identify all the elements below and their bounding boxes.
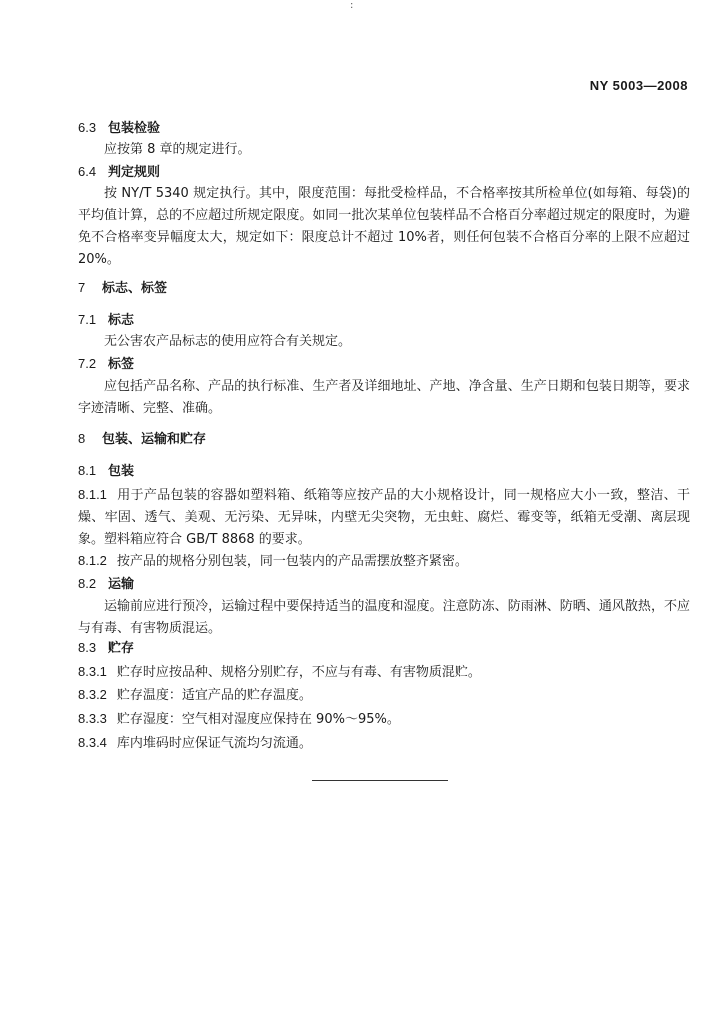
section-title: 运输 [108, 577, 135, 592]
section-title: 包装 [108, 464, 135, 479]
clause-text: 库内堆码时应保证气流均匀流通。 [116, 736, 312, 751]
section-number: 6.4 [78, 164, 97, 179]
section-title: 贮存 [108, 641, 135, 656]
section-8-3-4 [78, 732, 690, 755]
section-number: 6.3 [78, 120, 97, 135]
section-number: 7.2 [78, 356, 97, 371]
section-8-heading [78, 428, 690, 451]
section-6-4-body: 按 NY/T 5340 规定执行。其中，限度范围：每批受检样品，不合格率按其所检单位(如每箱、每袋)的平均值计算，总的不应超过所规定限度。如同一批次某单位包装样品不合格百分率超过规定的限度时，为避免不合格率变异幅度太大，规定如下：限度总计不超过 10%者，则任何包装不合格百分率的上限不应超过 20%。 [78, 186, 690, 267]
section-number: 8 [78, 431, 86, 446]
section-title: 标签 [108, 357, 135, 372]
document-code: NY 5003—2008 [589, 78, 688, 93]
section-6-3-heading [78, 117, 690, 140]
section-8-3-heading [78, 637, 690, 660]
section-8-1-heading [78, 460, 690, 483]
clause-number: 8.1.1 [78, 487, 107, 502]
section-number: 7 [78, 280, 86, 295]
end-rule [312, 780, 448, 781]
top-mark: : [350, 0, 354, 11]
section-title: 包装检验 [108, 121, 161, 136]
clause-number: 8.1.2 [78, 553, 107, 568]
section-7-2-body: 应包括产品名称、产品的执行标准、生产者及详细地址、产地、净含量、生产日期和包装日期等，要求字迹清晰、完整、准确。 [78, 379, 690, 416]
section-7-1-heading [78, 309, 690, 332]
section-number: 8.1 [78, 463, 97, 478]
clause-text: 用于产品包装的容器如塑料箱、纸箱等应按产品的大小规格设计，同一规格应大小一致，整洁、干燥、牢固、透气、美观、无污染、无异味，内壁无尖突物，无虫蛀、腐烂、霉变等，纸箱无受潮、离层现象。塑料箱应符合 GB/T 8868 的要求。 [78, 488, 690, 547]
clause-text: 贮存时应按品种、规格分别贮存，不应与有毒、有害物质混贮。 [116, 665, 481, 680]
section-number: 7.1 [78, 312, 97, 327]
section-title: 标志 [108, 313, 135, 328]
section-8-2-body: 运输前应进行预冷，运输过程中要保持适当的温度和湿度。注意防冻、防雨淋、防晒、通风散热，不应与有毒、有害物质混运。 [78, 599, 690, 636]
clause-text: 按产品的规格分别包装，同一包装内的产品需摆放整齐紧密。 [116, 554, 468, 569]
clause-number: 8.3.2 [78, 687, 107, 702]
section-title: 包装、运输和贮存 [102, 432, 207, 447]
section-8-2-heading [78, 573, 690, 596]
section-number: 8.3 [78, 640, 97, 655]
section-8-3-1 [78, 661, 690, 684]
clause-number: 8.3.3 [78, 711, 107, 726]
section-7-1-body: 无公害农产品标志的使用应符合有关规定。 [104, 334, 352, 349]
section-title: 判定规则 [108, 165, 161, 180]
section-7-2-heading [78, 353, 690, 376]
section-8-1-2 [78, 550, 690, 573]
clause-text: 贮存湿度：空气相对湿度应保持在 90%～95%。 [116, 712, 400, 727]
section-8-3-3 [78, 708, 690, 731]
section-number: 8.2 [78, 576, 97, 591]
section-8-3-2 [78, 684, 690, 707]
section-8-1-1 [78, 484, 690, 551]
section-title: 标志、标签 [102, 281, 168, 296]
clause-text: 贮存温度：适宜产品的贮存温度。 [116, 688, 312, 703]
section-7-heading [78, 277, 690, 300]
section-6-4-heading [78, 161, 690, 184]
clause-number: 8.3.4 [78, 735, 107, 750]
section-6-3-body: 应按第 8 章的规定进行。 [104, 142, 251, 157]
clause-number: 8.3.1 [78, 664, 107, 679]
